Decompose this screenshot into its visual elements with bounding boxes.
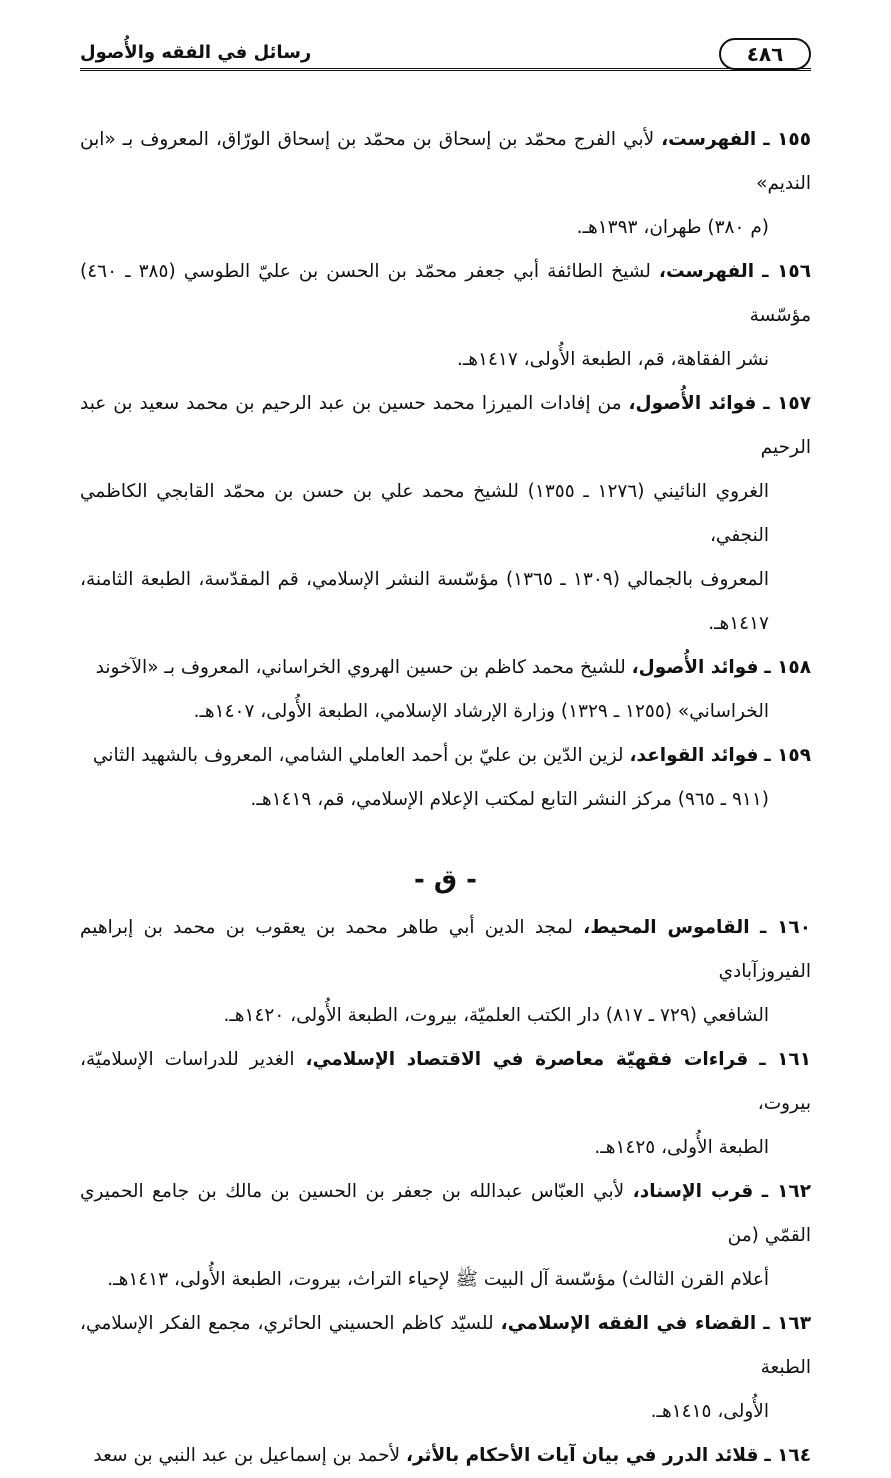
entry-number: ١٦٢ ـ [761,1181,812,1202]
entry-title: الفهرست، [658,261,755,282]
entry-number: ١٥٧ ـ [763,393,811,414]
section-heading: - ق - [414,865,477,895]
entry-number: ١٥٥ ـ [763,129,811,150]
entry-text: الخراساني» (١٢٥٥ ـ ١٣٢٩) وزارة الإرشاد الإسلامي، الطبعة الأُولى، ١٤٠٧هـ. [193,701,769,722]
entry-title: فوائد الأُصول، [628,393,757,414]
entry-first-line [80,646,811,690]
entry-text: الشافعي (٧٢٩ ـ ٨١٧) دار الكتب العلميّة، بيروت، الطبعة الأُولى، ١٤٢٠هـ. [223,1005,769,1026]
entry-number: ١٦١ ـ [759,1049,811,1070]
entry-text: المعروف بالجمالي (١٣٠٩ ـ ١٣٦٥) مؤسّسة النشر الإسلامي، قم المقدّسة، الطبعة الثامنة، ١٤١٧هـ. [80,569,769,634]
entry-number: ١٦٠ ـ [759,917,812,938]
header-rule [80,68,811,71]
entry-text: نشر الفقاهة، قم، الطبعة الأُولى، ١٤١٧هـ. [456,349,769,370]
entry-text: (م ٣٨٠) طهران، ١٣٩٣هـ. [576,217,769,238]
entry-first-line [80,250,811,338]
entry-text: الغروي النائيني (١٢٧٦ ـ ١٣٥٥) للشيخ محمد علي بن حسن بن محمّد القابجي الكاظمي النجفي، [80,481,769,546]
entry-text: لأبي الفرج محمّد بن إسحاق بن محمّد بن إسحاق الورّاق، المعروف بـ «ابن النديم» [80,129,811,194]
entry-first-line [80,734,811,778]
bibliography-entry [80,1038,811,1170]
running-title: رسائل في الفقه والأُصول [80,42,312,63]
bibliography-entry [80,1170,811,1302]
bibliography-entry [80,1434,811,1478]
entry-text: الأُولى، ١٤١٥هـ. [650,1401,769,1422]
entry-text: أعلام القرن الثالث) مؤسّسة آل البيت ﷺ لإحياء التراث، بيروت، الطبعة الأُولى، ١٤١٣هـ. [107,1269,769,1290]
entry-text: (٩١١ ـ ٩٦٥) مركز النشر التابع لمكتب الإعلام الإسلامي، قم، ١٤١٩هـ. [250,789,769,810]
entry-title: فوائد القواعد، [629,745,759,766]
bibliography-list [80,118,811,1478]
entry-text: الغدير للدراسات الإسلاميّة، بيروت، [80,1049,811,1114]
entry-first-line [80,1170,811,1258]
entry-text: للسيّد كاظم الحسيني الحائري، مجمع الفكر الإسلامي، الطبعة [80,1313,811,1378]
entry-title: قرب الإسناد، [632,1181,754,1202]
entry-title: قلائد الدرر في بيان آيات الأحكام بالأثر، [406,1445,759,1466]
entry-first-line [80,906,811,994]
entry-text: الطبعة الأُولى، ١٤٢٥هـ. [594,1137,769,1158]
entry-first-line [80,118,811,206]
bibliography-entry [80,906,811,1038]
entry-title: الفهرست، [661,129,757,150]
entry-number: ١٦٣ ـ [763,1313,811,1334]
bibliography-entry [80,734,811,822]
entry-first-line [80,1302,811,1390]
entry-text: من إفادات الميرزا محمد حسين بن عبد الرحيم بن محمد سعيد بن عبد الرحيم [80,393,811,458]
entry-number: ١٥٨ ـ [764,657,811,678]
entry-title: قراءات فقهيّة معاصرة في الاقتصاد الإسلامي، [305,1049,749,1070]
entry-text: لأبي العبّاس عبدالله بن جعفر بن الحسين بن مالك بن جامع الحميري القمّي (من [80,1181,811,1246]
entry-first-line [80,382,811,470]
entry-title: القاموس المحيط، [583,917,750,938]
bibliography-entry [80,1302,811,1434]
entry-text: لشيخ الطائفة أبي جعفر محمّد بن الحسن بن عليّ الطوسي (٣٨٥ ـ ٤٦٠) مؤسّسة [80,261,811,326]
entry-text: لزين الدّين بن عليّ بن أحمد العاملي الشامي، المعروف بالشهيد الثاني [92,745,624,766]
page-header [80,38,811,78]
entry-title: فوائد الأُصول، [631,657,759,678]
entry-text: لمجد الدين أبي طاهر محمد بن يعقوب بن محمد بن إبراهيم الفيروزآبادي [80,917,811,982]
entry-number: ١٥٩ ـ [764,745,811,766]
page-number: ٤٨٦ [719,38,811,70]
entry-title: القضاء في الفقه الإسلامي، [500,1313,757,1334]
entry-first-line [80,1038,811,1126]
entry-first-line [80,1434,811,1478]
bibliography-entry [80,250,811,382]
entry-number: ١٥٦ ـ [762,261,811,282]
bibliography-entry [80,646,811,734]
entry-number: ١٦٤ ـ [764,1445,811,1466]
entry-text: لأحمد بن إسماعيل بن عبد النبي بن سعد [93,1445,401,1466]
bibliography-entry [80,118,811,250]
bibliography-entry [80,382,811,646]
entry-text: للشيخ محمد كاظم بن حسين الهروي الخراساني، المعروف بـ «الآخوند [95,657,626,678]
